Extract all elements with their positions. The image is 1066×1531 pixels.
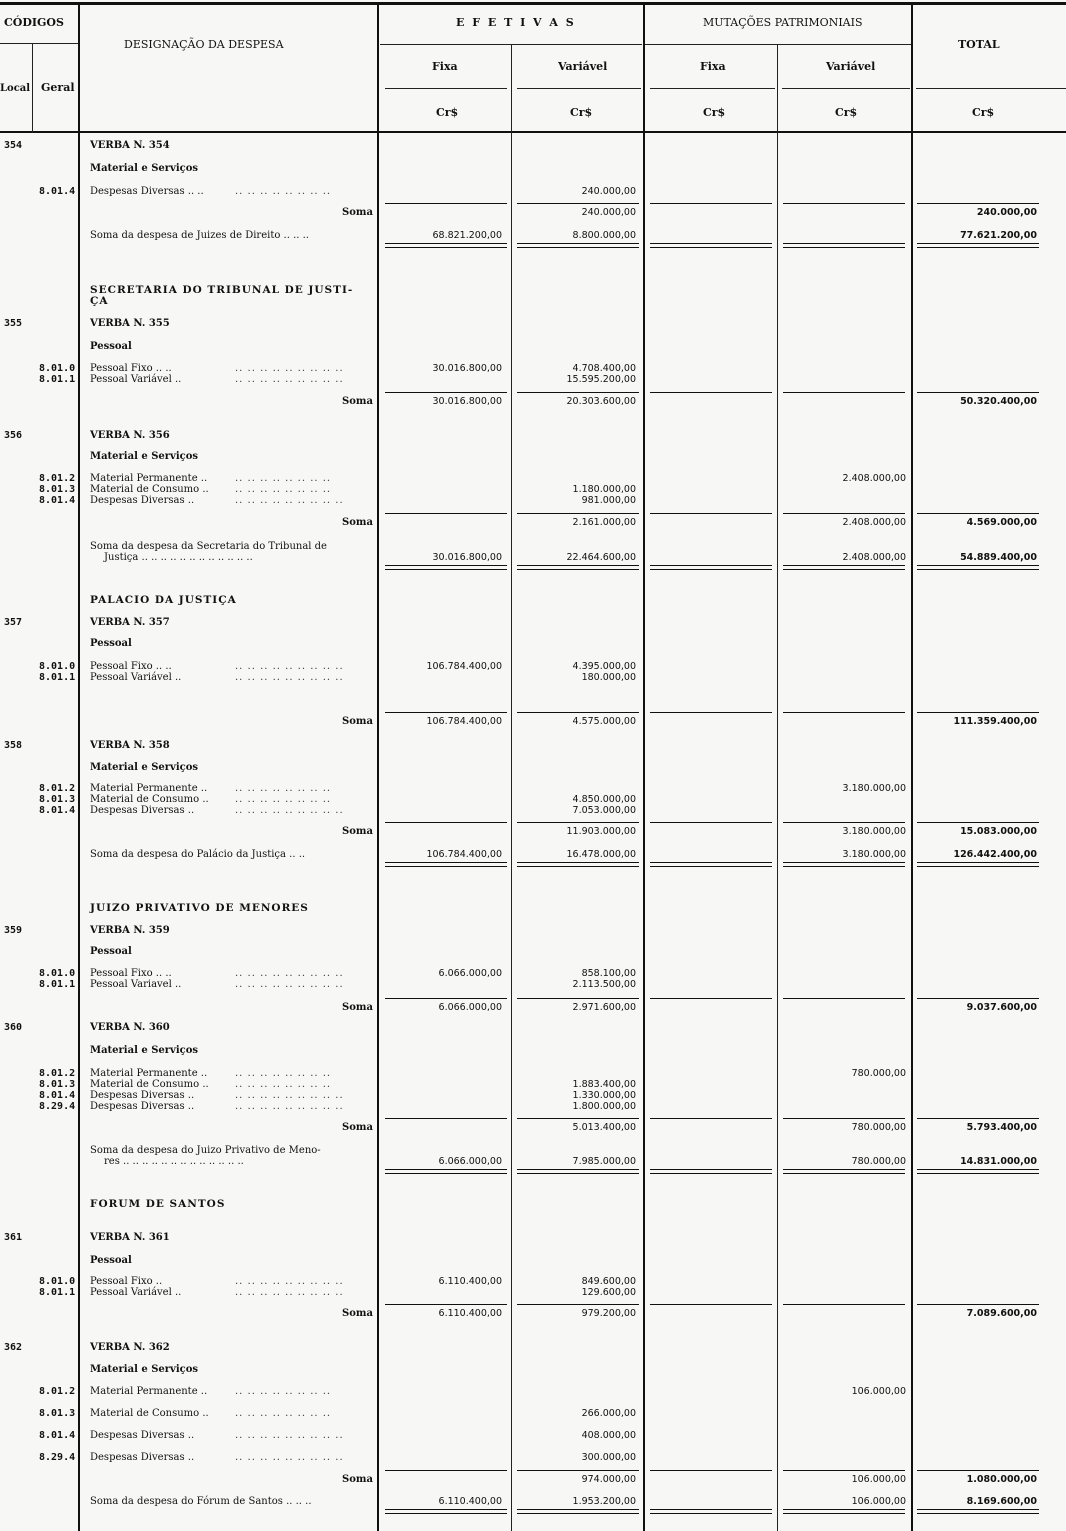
expense-description: Material de Consumo .. — [90, 484, 209, 495]
value-evar: 974.000,00 — [581, 1474, 636, 1485]
value-evar: 979.200,00 — [581, 1308, 636, 1319]
sum-rule — [917, 1509, 1039, 1514]
leader-dots: .. .. .. .. .. .. .. .. .. — [235, 805, 344, 816]
sum-rule — [650, 565, 772, 570]
expense-description: Despesas Diversas .. — [90, 805, 195, 816]
local-code: 360 — [4, 1022, 23, 1033]
value-evar: 1.800.000,00 — [572, 1101, 636, 1112]
geral-code: 8.01.1 — [39, 979, 76, 990]
sum-rule — [650, 1169, 772, 1174]
sum-rule — [517, 203, 639, 204]
value-efix: 106.784.400,00 — [426, 849, 502, 860]
sum-rule — [385, 998, 507, 999]
expense-description: Material de Consumo .. — [90, 1079, 209, 1090]
value-evar: 7.985.000,00 — [572, 1156, 636, 1167]
expense-description: Material e Serviços — [90, 1045, 199, 1056]
var-rule-1 — [517, 88, 641, 89]
value-efix: 106.784.400,00 — [426, 716, 502, 727]
expense-description: Material e Serviços — [90, 163, 199, 174]
header-mutacoes-variavel: Variável — [826, 60, 876, 73]
value-evar: 8.800.000,00 — [572, 230, 636, 241]
leader-dots: .. .. .. .. .. .. .. .. .. — [235, 661, 344, 672]
value-tot: 77.621.200,00 — [960, 230, 1037, 241]
sum-rule — [783, 1470, 905, 1471]
geral-code: 8.01.2 — [39, 473, 76, 484]
value-evar: 7.053.000,00 — [572, 805, 636, 816]
sum-rule — [517, 998, 639, 999]
value-evar: 1.953.200,00 — [572, 1496, 636, 1507]
header-efetivas-fixa: Fixa — [432, 60, 458, 73]
value-tot: 5.793.400,00 — [966, 1122, 1037, 1133]
expense-description: res .. .. .. .. .. .. .. .. .. .. .. .. .. — [104, 1156, 244, 1167]
sum-rule — [783, 513, 905, 514]
geral-code: 8.01.1 — [39, 1287, 76, 1298]
sum-rule — [917, 822, 1039, 823]
geral-code: 8.01.0 — [39, 363, 76, 374]
sum-rule — [650, 203, 772, 204]
geral-code: 8.01.4 — [39, 1430, 76, 1441]
geral-code: 8.01.1 — [39, 672, 76, 683]
local-code: 361 — [4, 1232, 23, 1243]
top-rule — [0, 2, 1066, 5]
sum-rule — [917, 565, 1039, 570]
expense-description: Material e Serviços — [90, 1364, 199, 1375]
value-tot: 15.083.000,00 — [960, 826, 1037, 837]
value-tot: 126.442.400,00 — [953, 849, 1037, 860]
expense-description: Pessoal Variável .. — [90, 672, 182, 683]
header-currency-evar: Cr$ — [570, 106, 593, 119]
mutacoes-divider — [911, 4, 913, 1531]
sum-rule — [385, 822, 507, 823]
sum-rule — [517, 1470, 639, 1471]
header-total: TOTAL — [958, 38, 1000, 51]
leader-dots: .. .. .. .. .. .. .. .. — [235, 186, 332, 197]
sum-rule — [517, 1169, 639, 1174]
soma-label: Soma — [342, 1474, 373, 1485]
soma-label: Soma — [342, 396, 373, 407]
leader-dots: .. .. .. .. .. .. .. .. — [235, 1068, 332, 1079]
sum-rule — [783, 565, 905, 570]
leader-dots: .. .. .. .. .. .. .. .. — [235, 794, 332, 805]
sum-rule — [385, 1169, 507, 1174]
leader-dots: .. .. .. .. .. .. .. .. .. — [235, 1287, 344, 1298]
sum-rule — [650, 1509, 772, 1514]
geral-code: 8.01.2 — [39, 1386, 76, 1397]
local-code: 358 — [4, 740, 23, 751]
leader-dots: .. .. .. .. .. .. .. .. .. — [235, 363, 344, 374]
header-mutacoes-fixa: Fixa — [700, 60, 726, 73]
leader-dots: .. .. .. .. .. .. .. .. — [235, 484, 332, 495]
value-mvar: 106.000,00 — [851, 1386, 906, 1397]
expense-description: Soma da despesa da Secretaria do Tribunal de — [90, 541, 327, 552]
expense-description: Material de Consumo .. — [90, 794, 209, 805]
sum-rule — [517, 1304, 639, 1305]
value-evar: 4.395.000,00 — [572, 661, 636, 672]
soma-label: Soma — [342, 207, 373, 218]
mutacoes-rule — [645, 44, 913, 45]
expense-description: Despesas Diversas .. — [90, 495, 195, 506]
local-code: 356 — [4, 430, 23, 441]
value-evar: 981.000,00 — [581, 495, 636, 506]
value-evar: 2.113.500,00 — [572, 979, 636, 990]
leader-dots: .. .. .. .. .. .. .. .. .. — [235, 1452, 344, 1463]
value-mvar: 3.180.000,00 — [842, 783, 906, 794]
leader-dots: .. .. .. .. .. .. .. .. .. — [235, 672, 344, 683]
sum-rule — [650, 513, 772, 514]
value-efix: 6.066.000,00 — [438, 968, 502, 979]
value-mvar: 3.180.000,00 — [842, 826, 906, 837]
header-mutacoes: MUTAÇÕES PATRIMONIAIS — [703, 16, 863, 29]
sum-rule — [783, 203, 905, 204]
expense-description: VERBA N. 356 — [90, 430, 170, 441]
local-code: 357 — [4, 617, 23, 628]
expense-description: PALACIO DA JUSTIÇA — [90, 594, 237, 606]
expense-description: Pessoal Fixo .. .. — [90, 661, 172, 672]
expense-description: VERBA N. 359 — [90, 925, 170, 936]
geral-code: 8.01.3 — [39, 1079, 76, 1090]
sum-rule — [917, 203, 1039, 204]
designacao-divider — [377, 4, 379, 1531]
sum-rule — [783, 392, 905, 393]
value-evar: 408.000,00 — [581, 1430, 636, 1441]
local-code: 354 — [4, 140, 23, 151]
header-designacao: DESIGNAÇÃO DA DESPESA — [124, 38, 284, 51]
value-evar: 5.013.400,00 — [572, 1122, 636, 1133]
value-evar: 4.850.000,00 — [572, 794, 636, 805]
sum-rule — [385, 712, 507, 713]
sum-rule — [385, 513, 507, 514]
sum-rule — [650, 862, 772, 867]
local-code: 362 — [4, 1342, 23, 1353]
sum-rule — [917, 243, 1039, 248]
expense-description: Material e Serviços — [90, 762, 199, 773]
value-evar: 240.000,00 — [581, 207, 636, 218]
sum-rule — [517, 862, 639, 867]
leader-dots: .. .. .. .. .. .. .. .. — [235, 1408, 332, 1419]
expense-description: VERBA N. 355 — [90, 318, 170, 329]
sum-rule — [517, 513, 639, 514]
expense-description: VERBA N. 354 — [90, 140, 170, 151]
value-evar: 180.000,00 — [581, 672, 636, 683]
value-evar: 11.903.000,00 — [566, 826, 636, 837]
sum-rule — [517, 822, 639, 823]
sum-rule — [385, 1509, 507, 1514]
value-mvar: 2.408.000,00 — [842, 473, 906, 484]
sum-rule — [650, 822, 772, 823]
value-evar: 129.600,00 — [581, 1287, 636, 1298]
sum-rule — [783, 1169, 905, 1174]
value-tot: 8.169.600,00 — [966, 1496, 1037, 1507]
geral-code: 8.01.2 — [39, 1068, 76, 1079]
geral-code: 8.29.4 — [39, 1452, 76, 1463]
expense-description: Material Permanente .. — [90, 783, 208, 794]
expense-description: Pessoal Variavel .. — [90, 979, 182, 990]
sum-rule — [917, 1118, 1039, 1119]
header-geral: Geral — [41, 81, 75, 94]
value-mvar: 2.408.000,00 — [842, 552, 906, 563]
value-evar: 1.883.400,00 — [572, 1079, 636, 1090]
expense-description: Pessoal Variável .. — [90, 1287, 182, 1298]
sum-rule — [385, 392, 507, 393]
sum-rule — [783, 712, 905, 713]
sum-rule — [783, 862, 905, 867]
sum-rule — [783, 998, 905, 999]
value-tot: 4.569.000,00 — [966, 517, 1037, 528]
value-efix: 6.110.400,00 — [438, 1308, 502, 1319]
value-efix: 30.016.800,00 — [432, 363, 502, 374]
expense-description: Material Permanente .. — [90, 1068, 208, 1079]
value-evar: 15.595.200,00 — [566, 374, 636, 385]
sum-rule — [517, 392, 639, 393]
codigos-rule — [0, 43, 78, 44]
soma-label: Soma — [342, 716, 373, 727]
leader-dots: .. .. .. .. .. .. .. .. — [235, 1386, 332, 1397]
value-efix: 106.784.400,00 — [426, 661, 502, 672]
value-efix: 6.110.400,00 — [438, 1276, 502, 1287]
geral-code: 8.01.4 — [39, 186, 76, 197]
geral-code: 8.01.4 — [39, 1090, 76, 1101]
expense-description: Soma da despesa do Juizo Privativo de Meno- — [90, 1145, 321, 1156]
value-evar: 240.000,00 — [581, 186, 636, 197]
expense-description: Pessoal Variável .. — [90, 374, 182, 385]
leader-dots: .. .. .. .. .. .. .. .. .. — [235, 979, 344, 990]
expense-description: Despesas Diversas .. .. — [90, 186, 204, 197]
sum-rule — [650, 998, 772, 999]
sum-rule — [385, 1304, 507, 1305]
value-evar: 266.000,00 — [581, 1408, 636, 1419]
leader-dots: .. .. .. .. .. .. .. .. — [235, 783, 332, 794]
value-efix: 30.016.800,00 — [432, 552, 502, 563]
expense-description: Material e Serviços — [90, 451, 199, 462]
expense-description: Material de Consumo .. — [90, 1408, 209, 1419]
mutacoes-mid-divider — [777, 44, 778, 1531]
codes-divider — [78, 4, 80, 1531]
sum-rule — [385, 565, 507, 570]
value-mvar: 106.000,00 — [851, 1496, 906, 1507]
value-tot: 14.831.000,00 — [960, 1156, 1037, 1167]
sum-rule — [517, 712, 639, 713]
expense-description: Soma da despesa do Palácio da Justiça .. .. — [90, 849, 306, 860]
expense-description: ÇA — [90, 295, 109, 307]
sum-rule — [783, 822, 905, 823]
soma-label: Soma — [342, 517, 373, 528]
expense-description: Pessoal — [90, 946, 132, 957]
value-mvar: 3.180.000,00 — [842, 849, 906, 860]
sum-rule — [650, 712, 772, 713]
soma-label: Soma — [342, 1002, 373, 1013]
value-tot: 111.359.400,00 — [953, 716, 1037, 727]
expense-description: Despesas Diversas .. — [90, 1090, 195, 1101]
expense-description: Material Permanente .. — [90, 1386, 208, 1397]
local-geral-divider — [32, 43, 33, 133]
geral-code: 8.01.4 — [39, 495, 76, 506]
expense-description: SECRETARIA DO TRIBUNAL DE JUSTI- — [90, 284, 354, 296]
efetivas-divider — [643, 4, 645, 1531]
header-currency-mfix: Cr$ — [703, 106, 726, 119]
sum-rule — [917, 712, 1039, 713]
sum-rule — [917, 1169, 1039, 1174]
header-currency-efix: Cr$ — [436, 106, 459, 119]
expense-description: Pessoal Fixo .. .. — [90, 968, 172, 979]
expense-description: Despesas Diversas .. — [90, 1101, 195, 1112]
value-tot: 50.320.400,00 — [960, 396, 1037, 407]
geral-code: 8.01.0 — [39, 661, 76, 672]
expense-description: Pessoal — [90, 341, 132, 352]
header-efetivas: E F E T I V A S — [456, 16, 576, 29]
local-code: 359 — [4, 925, 23, 936]
value-evar: 2.971.600,00 — [572, 1002, 636, 1013]
sum-rule — [917, 1470, 1039, 1471]
geral-code: 8.01.2 — [39, 783, 76, 794]
geral-code: 8.01.0 — [39, 968, 76, 979]
sum-rule — [517, 1118, 639, 1119]
geral-code: 8.29.4 — [39, 1101, 76, 1112]
expense-description: Despesas Diversas .. — [90, 1430, 195, 1441]
value-tot: 7.089.600,00 — [966, 1308, 1037, 1319]
value-evar: 20.303.600,00 — [566, 396, 636, 407]
geral-code: 8.01.3 — [39, 1408, 76, 1419]
sum-rule — [917, 392, 1039, 393]
leader-dots: .. .. .. .. .. .. .. .. — [235, 1079, 332, 1090]
value-evar: 2.161.000,00 — [572, 517, 636, 528]
total-rule — [916, 88, 1066, 89]
expense-description: Soma da despesa do Fórum de Santos .. .. .. — [90, 1496, 312, 1507]
expense-description: FORUM DE SANTOS — [90, 1198, 226, 1210]
value-evar: 849.600,00 — [581, 1276, 636, 1287]
expense-description: Pessoal — [90, 1255, 132, 1266]
expense-description: VERBA N. 360 — [90, 1022, 170, 1033]
soma-label: Soma — [342, 1308, 373, 1319]
fixa-rule-1 — [385, 88, 507, 89]
value-mvar: 106.000,00 — [851, 1474, 906, 1485]
value-efix: 6.110.400,00 — [438, 1496, 502, 1507]
leader-dots: .. .. .. .. .. .. .. .. .. — [235, 1276, 344, 1287]
expense-description: Pessoal Fixo .. — [90, 1276, 163, 1287]
sum-rule — [783, 1118, 905, 1119]
expense-description: Despesas Diversas .. — [90, 1452, 195, 1463]
expense-description: Pessoal Fixo .. .. — [90, 363, 172, 374]
value-evar: 16.478.000,00 — [566, 849, 636, 860]
geral-code: 8.01.1 — [39, 374, 76, 385]
leader-dots: .. .. .. .. .. .. .. .. .. — [235, 1090, 344, 1101]
header-local: Local — [0, 83, 31, 94]
sum-rule — [517, 243, 639, 248]
soma-label: Soma — [342, 826, 373, 837]
value-evar: 300.000,00 — [581, 1452, 636, 1463]
value-evar: 4.575.000,00 — [572, 716, 636, 727]
local-code: 355 — [4, 318, 23, 329]
header-currency-mvar: Cr$ — [835, 106, 858, 119]
geral-code: 8.01.3 — [39, 484, 76, 495]
value-efix: 30.016.800,00 — [432, 396, 502, 407]
sum-rule — [385, 862, 507, 867]
sum-rule — [650, 243, 772, 248]
value-tot: 240.000,00 — [976, 207, 1037, 218]
sum-rule — [783, 1304, 905, 1305]
value-evar: 22.464.600,00 — [566, 552, 636, 563]
sum-rule — [783, 1509, 905, 1514]
value-efix: 6.066.000,00 — [438, 1156, 502, 1167]
value-evar: 858.100,00 — [581, 968, 636, 979]
expense-description: VERBA N. 361 — [90, 1232, 170, 1243]
sum-rule — [783, 243, 905, 248]
value-mvar: 780.000,00 — [851, 1122, 906, 1133]
expense-description: VERBA N. 358 — [90, 740, 170, 751]
value-efix: 6.066.000,00 — [438, 1002, 502, 1013]
expense-description: Justiça .. .. .. .. .. .. .. .. .. .. .. .. — [104, 552, 253, 563]
leader-dots: .. .. .. .. .. .. .. .. — [235, 473, 332, 484]
geral-code: 8.01.0 — [39, 1276, 76, 1287]
expense-description: Soma da despesa de Juizes de Direito .. .. .. — [90, 230, 309, 241]
sum-rule — [917, 1304, 1039, 1305]
value-evar: 1.180.000,00 — [572, 484, 636, 495]
value-mvar: 780.000,00 — [851, 1068, 906, 1079]
geral-code: 8.01.4 — [39, 805, 76, 816]
geral-code: 8.01.3 — [39, 794, 76, 805]
leader-dots: .. .. .. .. .. .. .. .. .. — [235, 1430, 344, 1441]
sum-rule — [517, 565, 639, 570]
sum-rule — [385, 243, 507, 248]
leader-dots: .. .. .. .. .. .. .. .. .. — [235, 495, 344, 506]
expense-description: VERBA N. 362 — [90, 1342, 170, 1353]
sum-rule — [385, 1470, 507, 1471]
value-mvar: 780.000,00 — [851, 1156, 906, 1167]
sum-rule — [917, 998, 1039, 999]
value-tot: 1.080.000,00 — [966, 1474, 1037, 1485]
expense-description: VERBA N. 357 — [90, 617, 170, 628]
expense-description: Pessoal — [90, 638, 132, 649]
expense-description: Material Permanente .. — [90, 473, 208, 484]
header-bottom-rule — [0, 131, 1066, 133]
sum-rule — [650, 392, 772, 393]
sum-rule — [650, 1304, 772, 1305]
sum-rule — [385, 203, 507, 204]
sum-rule — [650, 1470, 772, 1471]
value-efix: 68.821.200,00 — [432, 230, 502, 241]
fixa-rule-2 — [650, 88, 775, 89]
sum-rule — [517, 1509, 639, 1514]
sum-rule — [385, 1118, 507, 1119]
soma-label: Soma — [342, 1122, 373, 1133]
sum-rule — [917, 513, 1039, 514]
var-rule-2 — [782, 88, 910, 89]
header-efetivas-variavel: Variável — [558, 60, 608, 73]
expense-description: JUIZO PRIVATIVO DE MENORES — [90, 902, 309, 914]
value-evar: 1.330.000,00 — [572, 1090, 636, 1101]
leader-dots: .. .. .. .. .. .. .. .. .. — [235, 968, 344, 979]
sum-rule — [650, 1118, 772, 1119]
value-evar: 4.708.400,00 — [572, 363, 636, 374]
header-currency-total: Cr$ — [972, 106, 995, 119]
sum-rule — [917, 862, 1039, 867]
value-tot: 54.889.400,00 — [960, 552, 1037, 563]
leader-dots: .. .. .. .. .. .. .. .. .. — [235, 374, 344, 385]
value-tot: 9.037.600,00 — [966, 1002, 1037, 1013]
value-mvar: 2.408.000,00 — [842, 517, 906, 528]
leader-dots: .. .. .. .. .. .. .. .. .. — [235, 1101, 344, 1112]
header-codigos: CÓDIGOS — [4, 16, 64, 29]
